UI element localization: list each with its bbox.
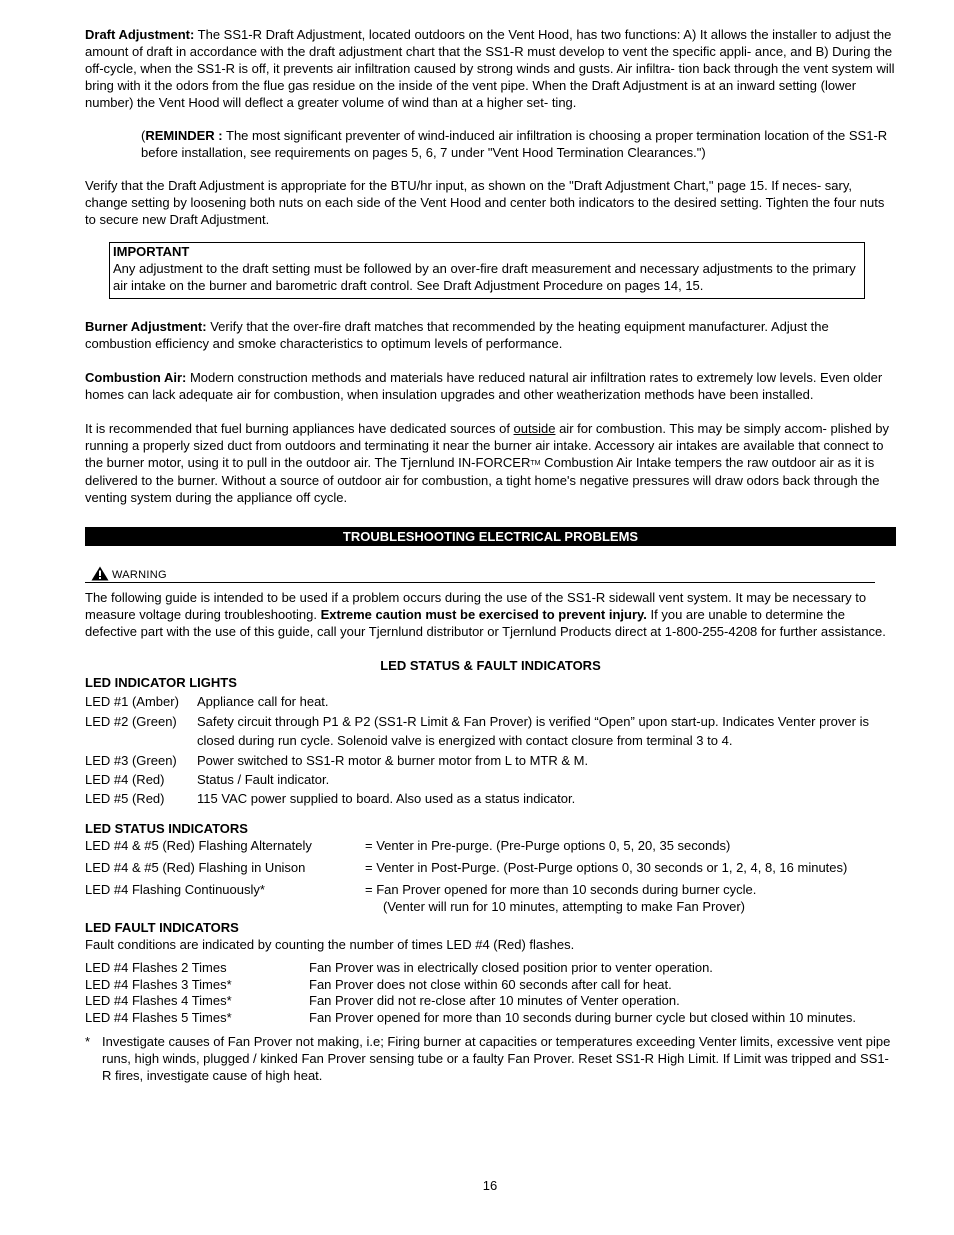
reminder-paragraph xyxy=(85,127,896,161)
led-light-value: Appliance call for heat. xyxy=(197,694,329,709)
draft-adjustment-paragraph xyxy=(85,26,896,111)
footnote-mark: * xyxy=(85,1034,91,1049)
trademark-mark: TM xyxy=(530,460,541,467)
led-status-section xyxy=(85,820,896,915)
led-fault-value: Fan Prover does not close within 60 seconds after call for heat. xyxy=(309,976,672,992)
led-status-value-line2: (Venter will run for 10 minutes, attempting to make Fan Prover) xyxy=(383,899,745,914)
important-text: Any adjustment to the draft setting must be followed by an over-fire draft measurement and necessary adjustments to the primary air intake on the burner and barometric draft control. See Draft Adjustment Procedure on pages 14, 15. xyxy=(113,261,856,293)
led-fault-row xyxy=(85,1009,896,1026)
led-section-title: LED STATUS & FAULT INDICATORS xyxy=(380,658,601,673)
led-status-key: LED #4 Flashing Continuously* xyxy=(85,882,265,897)
led-indicator-lights-section xyxy=(85,674,896,809)
led-light-key: LED #3 (Green) xyxy=(85,753,177,768)
led-status-value xyxy=(365,881,896,915)
led-light-value: Safety circuit through P1 & P2 (SS1-R Limit & Fan Prover) is verified “Open” upon start-up. Indicates Venter prover is closed during run cycle. Solenoid valve is energized with contact closure from terminal 3 to 4. xyxy=(197,714,869,748)
led-light-row xyxy=(85,752,896,771)
page-number: 16 xyxy=(482,1178,498,1193)
warning-header xyxy=(85,566,875,583)
led-light-row xyxy=(85,790,896,809)
led-light-key: LED #1 (Amber) xyxy=(85,694,179,709)
reminder-label: REMINDER : xyxy=(145,128,223,143)
led-fault-value: Fan Prover did not re-close after 10 minutes of Venter operation. xyxy=(309,993,680,1008)
led-fault-section xyxy=(85,919,896,1025)
led-light-key: LED #5 (Red) xyxy=(85,791,165,806)
led-status-row xyxy=(85,837,896,859)
led-light-row xyxy=(85,771,896,790)
draft-adjustment-text: The SS1-R Draft Adjustment, located outdoors on the Vent Hood, has two functions: A) It allows the installer to adjust the amount of draft in accordance with the draft adjustment chart that the SS1-R must develop to vent the specific appli- ance, and B) During the off-cycle, when the SS1-R is off, it prevents air infiltration caused by strong winds and gusts. Air infiltra- tion back through the vent system will bring with it the odors from the flue gas residue on the inside of the vent pipe. When the Draft Adjustment is at an inward setting (lower number) the Vent Hood will deflect a greater volume of wind than at a higher set- ting. xyxy=(85,27,895,110)
led-status-key: LED #4 & #5 (Red) Flashing Alternately xyxy=(85,838,312,853)
led-fault-row xyxy=(85,959,896,976)
led-light-value: 115 VAC power supplied to board. Also used as a status indicator. xyxy=(197,791,576,806)
burner-adjustment-label: Burner Adjustment: xyxy=(85,319,207,334)
footnote xyxy=(85,1033,896,1084)
led-light-value: Power switched to SS1-R motor & burner motor from L to MTR & M. xyxy=(197,753,589,768)
combustion-air-paragraph xyxy=(85,369,896,403)
led-lights-heading: LED INDICATOR LIGHTS xyxy=(85,675,237,690)
led-status-row xyxy=(85,881,896,915)
led-status-value: = Venter in Post-Purge. (Post-Purge options 0, 30 seconds or 1, 2, 4, 8, 16 minutes) xyxy=(365,860,848,875)
troubleshooting-intro-paragraph xyxy=(85,589,896,640)
led-light-row xyxy=(85,712,896,750)
led-light-row xyxy=(85,693,896,712)
led-status-heading: LED STATUS INDICATORS xyxy=(85,821,248,836)
guide-text-start: The following guide is intended to be used if a problem occurs during the use of the SS1-R sidewall vent system. It may be necessary to measure voltage during troubleshooting. xyxy=(85,590,867,622)
verify-paragraph: Verify that the Draft Adjustment is appropriate for the BTU/hr input, as shown on the "Draft Adjustment Chart," page 15. If neces- sary, change setting by loosening both nuts on each side of the Vent Hood and center both indicators to the desired setting. Tighten the four nuts to secure new Draft Adjustment. xyxy=(85,178,885,227)
led-status-value: = Venter in Pre-purge. (Pre-Purge options 0, 5, 20, 35 seconds) xyxy=(365,838,731,853)
led-status-key: LED #4 & #5 (Red) Flashing in Unison xyxy=(85,860,306,875)
led-fault-row xyxy=(85,976,896,993)
outside-underlined: outside xyxy=(513,421,556,436)
warning-label: WARNING xyxy=(112,569,167,581)
led-light-key: LED #4 (Red) xyxy=(85,772,165,787)
led-light-value: Status / Fault indicator. xyxy=(197,772,330,787)
recommendation-text-start: It is recommended that fuel burning appliances have dedicated sources of xyxy=(85,421,514,436)
led-status-row xyxy=(85,859,896,881)
led-fault-key: LED #4 Flashes 4 Times* xyxy=(85,993,232,1008)
draft-adjustment-label: Draft Adjustment: xyxy=(85,27,195,42)
led-fault-key: LED #4 Flashes 3 Times* xyxy=(85,976,232,992)
recommendation-text-end: Combustion Air Intake tempers the raw outdoor air as it is delivered to the burner. Without a source of outdoor air for combustion, a tight home's negative pressures will draw odors back through the venting system during the appliance off cycle. xyxy=(85,455,880,505)
reminder-text: The most significant preventer of wind-induced air infiltration is choosing a proper termination location of the SS1-R before installation, see requirements on pages 5, 6, 7 under "Vent Hood Termination Clearances.") xyxy=(141,128,888,160)
recommendation-paragraph xyxy=(85,420,896,506)
burner-adjustment-text: Verify that the over-fire draft matches that recommended by the heating equipment manufacturer. Adjust the combustion efficiency and smoke characteristics to optimum levels of performance. xyxy=(85,319,829,351)
burner-adjustment-paragraph xyxy=(85,318,896,352)
led-fault-key: LED #4 Flashes 2 Times xyxy=(85,960,227,975)
page-content xyxy=(85,26,896,1084)
section-header-troubleshooting: TROUBLESHOOTING ELECTRICAL PROBLEMS xyxy=(85,527,896,546)
warning-triangle-icon xyxy=(91,566,109,581)
guide-caution-text: Extreme caution must be exercised to prevent injury. xyxy=(320,607,647,622)
led-fault-key: LED #4 Flashes 5 Times* xyxy=(85,1009,232,1025)
led-fault-value: Fan Prover was in electrically closed position prior to venter operation. xyxy=(309,960,713,975)
led-light-key: LED #2 (Green) xyxy=(85,714,177,729)
combustion-air-label: Combustion Air: xyxy=(85,370,187,385)
combustion-air-text: Modern construction methods and materials have reduced natural air infiltration rates to extremely low levels. Even older homes can lack adequate air for combustion, when insulation upgrades and other weatherization methods have been installed. xyxy=(85,370,883,402)
led-fault-row xyxy=(85,992,896,1009)
important-notice-box xyxy=(109,242,865,299)
footnote-text: Investigate causes of Fan Prover not making, i.e; Firing burner at capacities or temperatures exceeding Venter limits, excessive vent pipe runs, high winds, plugged / kinked Fan Prover sensing tube or a faulty Fan Prover. Reset SS1-R High Limit. If Limit was tripped and SS1-R fires, investigate cause of high heat. xyxy=(102,1034,891,1083)
led-fault-intro: Fault conditions are indicated by counting the number of times LED #4 (Red) flashes. xyxy=(85,937,575,952)
important-title: IMPORTANT xyxy=(113,244,190,259)
led-status-value-line1: = Fan Prover opened for more than 10 seconds during burner cycle. xyxy=(365,882,757,897)
recommendation-text-mid: air for combustion. This may be simply accom- plished by running a properly sized duct from outdoors and terminating it near the burner air intake. Accessory air intakes are available that connect to the burner motor, using it to pull in the outdoor air. The Tjernlund IN-FORCER xyxy=(85,421,890,470)
reminder-open-paren: ( xyxy=(141,128,146,143)
led-fault-value: Fan Prover opened for more than 10 seconds during burner cycle but closed within 10 minutes. xyxy=(309,1009,857,1025)
led-fault-heading: LED FAULT INDICATORS xyxy=(85,920,239,935)
guide-text-end: If you are unable to determine the defective part with the use of this guide, call your Tjernlund distributor or Tjernlund Products direct at 1-800-255-4208 for further assistance. xyxy=(85,607,886,639)
